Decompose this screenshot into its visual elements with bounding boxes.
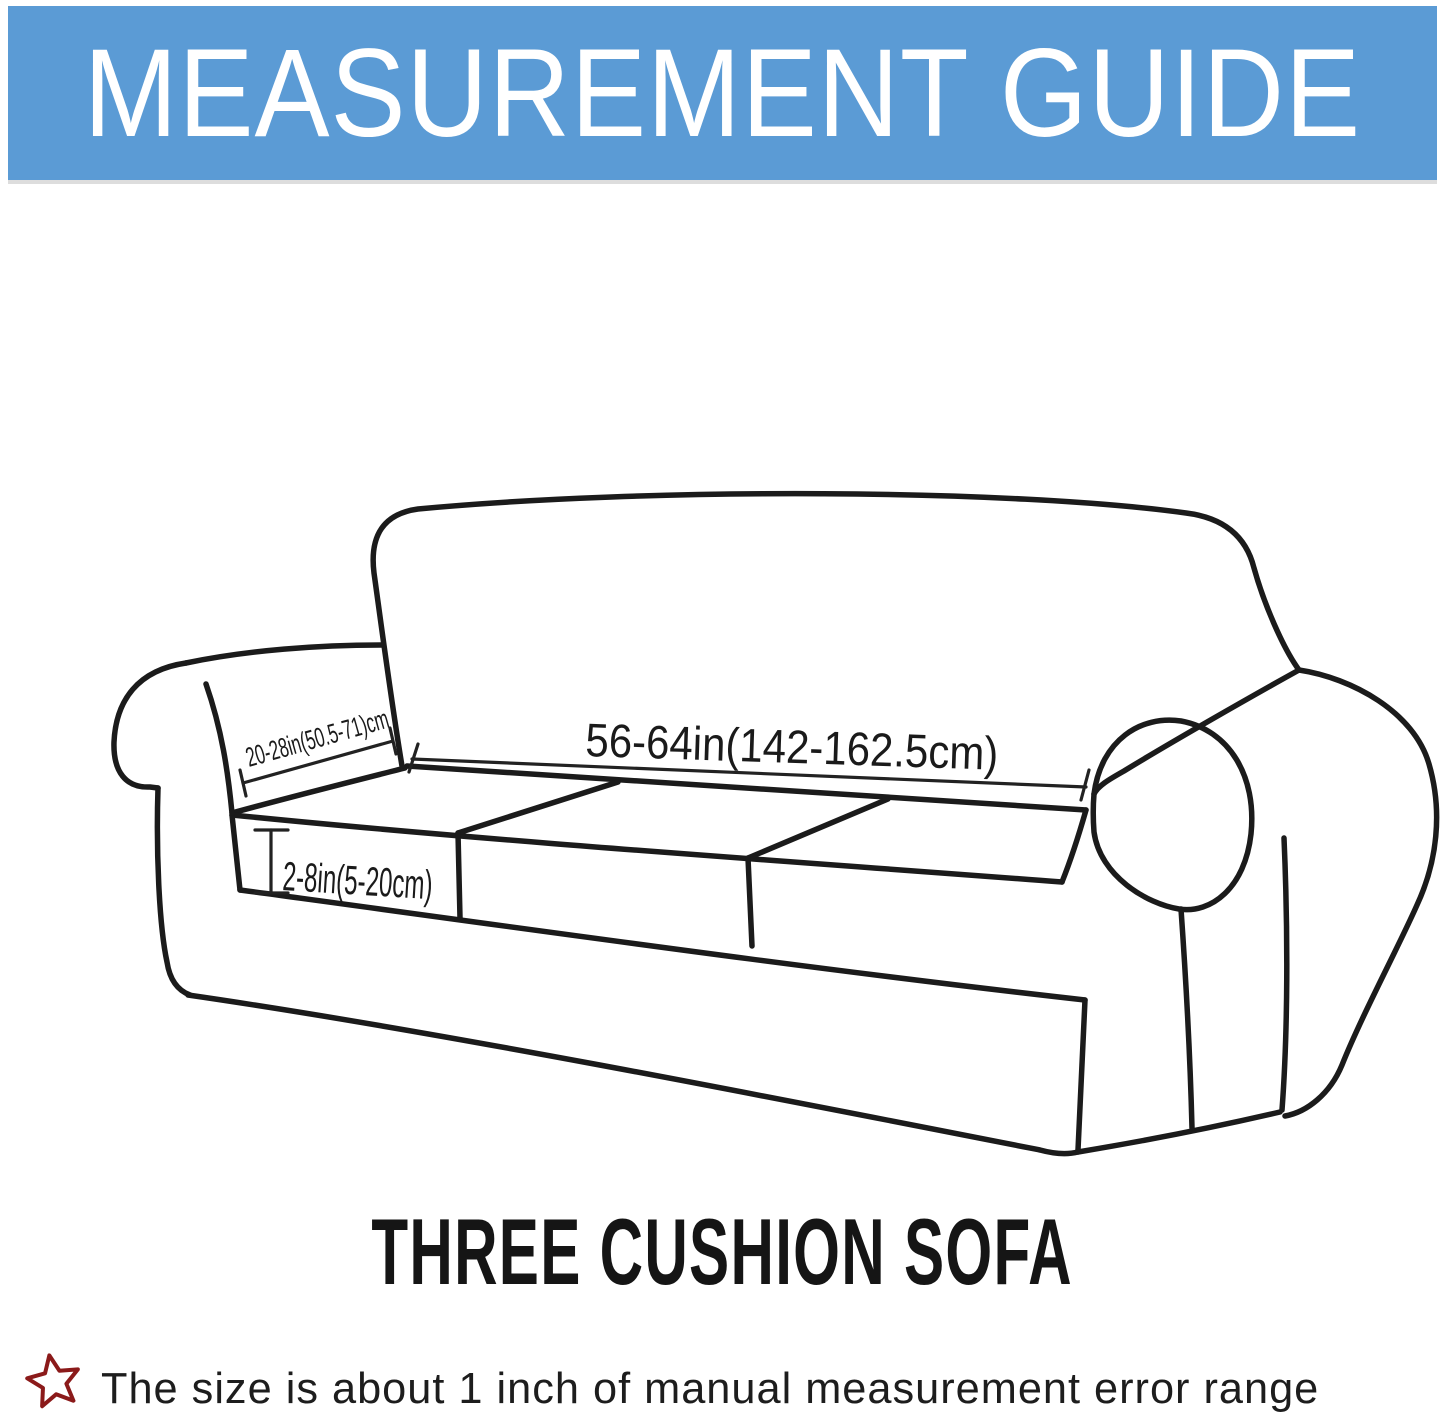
footnote-text: The size is about 1 inch of manual measurement error range	[101, 1364, 1320, 1413]
sofa-right-arm	[1093, 670, 1436, 1116]
arm-width-label: 20-28in(50.5-71)cm	[242, 677, 482, 773]
sofa-seat-and-base	[157, 766, 1286, 1154]
seat-width-label: 56-64in(142-162.5cm)	[584, 713, 1049, 782]
page-title: MEASUREMENT GUIDE	[83, 22, 1362, 164]
cushion-height-measurement	[255, 830, 539, 915]
diagram-caption	[0, 1198, 1445, 1306]
arm-width-measurement	[240, 677, 482, 796]
cushion-height-label: 2-8in(5-20cm)	[281, 853, 539, 915]
star-icon	[22, 1348, 86, 1412]
diagram-caption-text: THREE CUSHION SOFA	[371, 1199, 1074, 1304]
